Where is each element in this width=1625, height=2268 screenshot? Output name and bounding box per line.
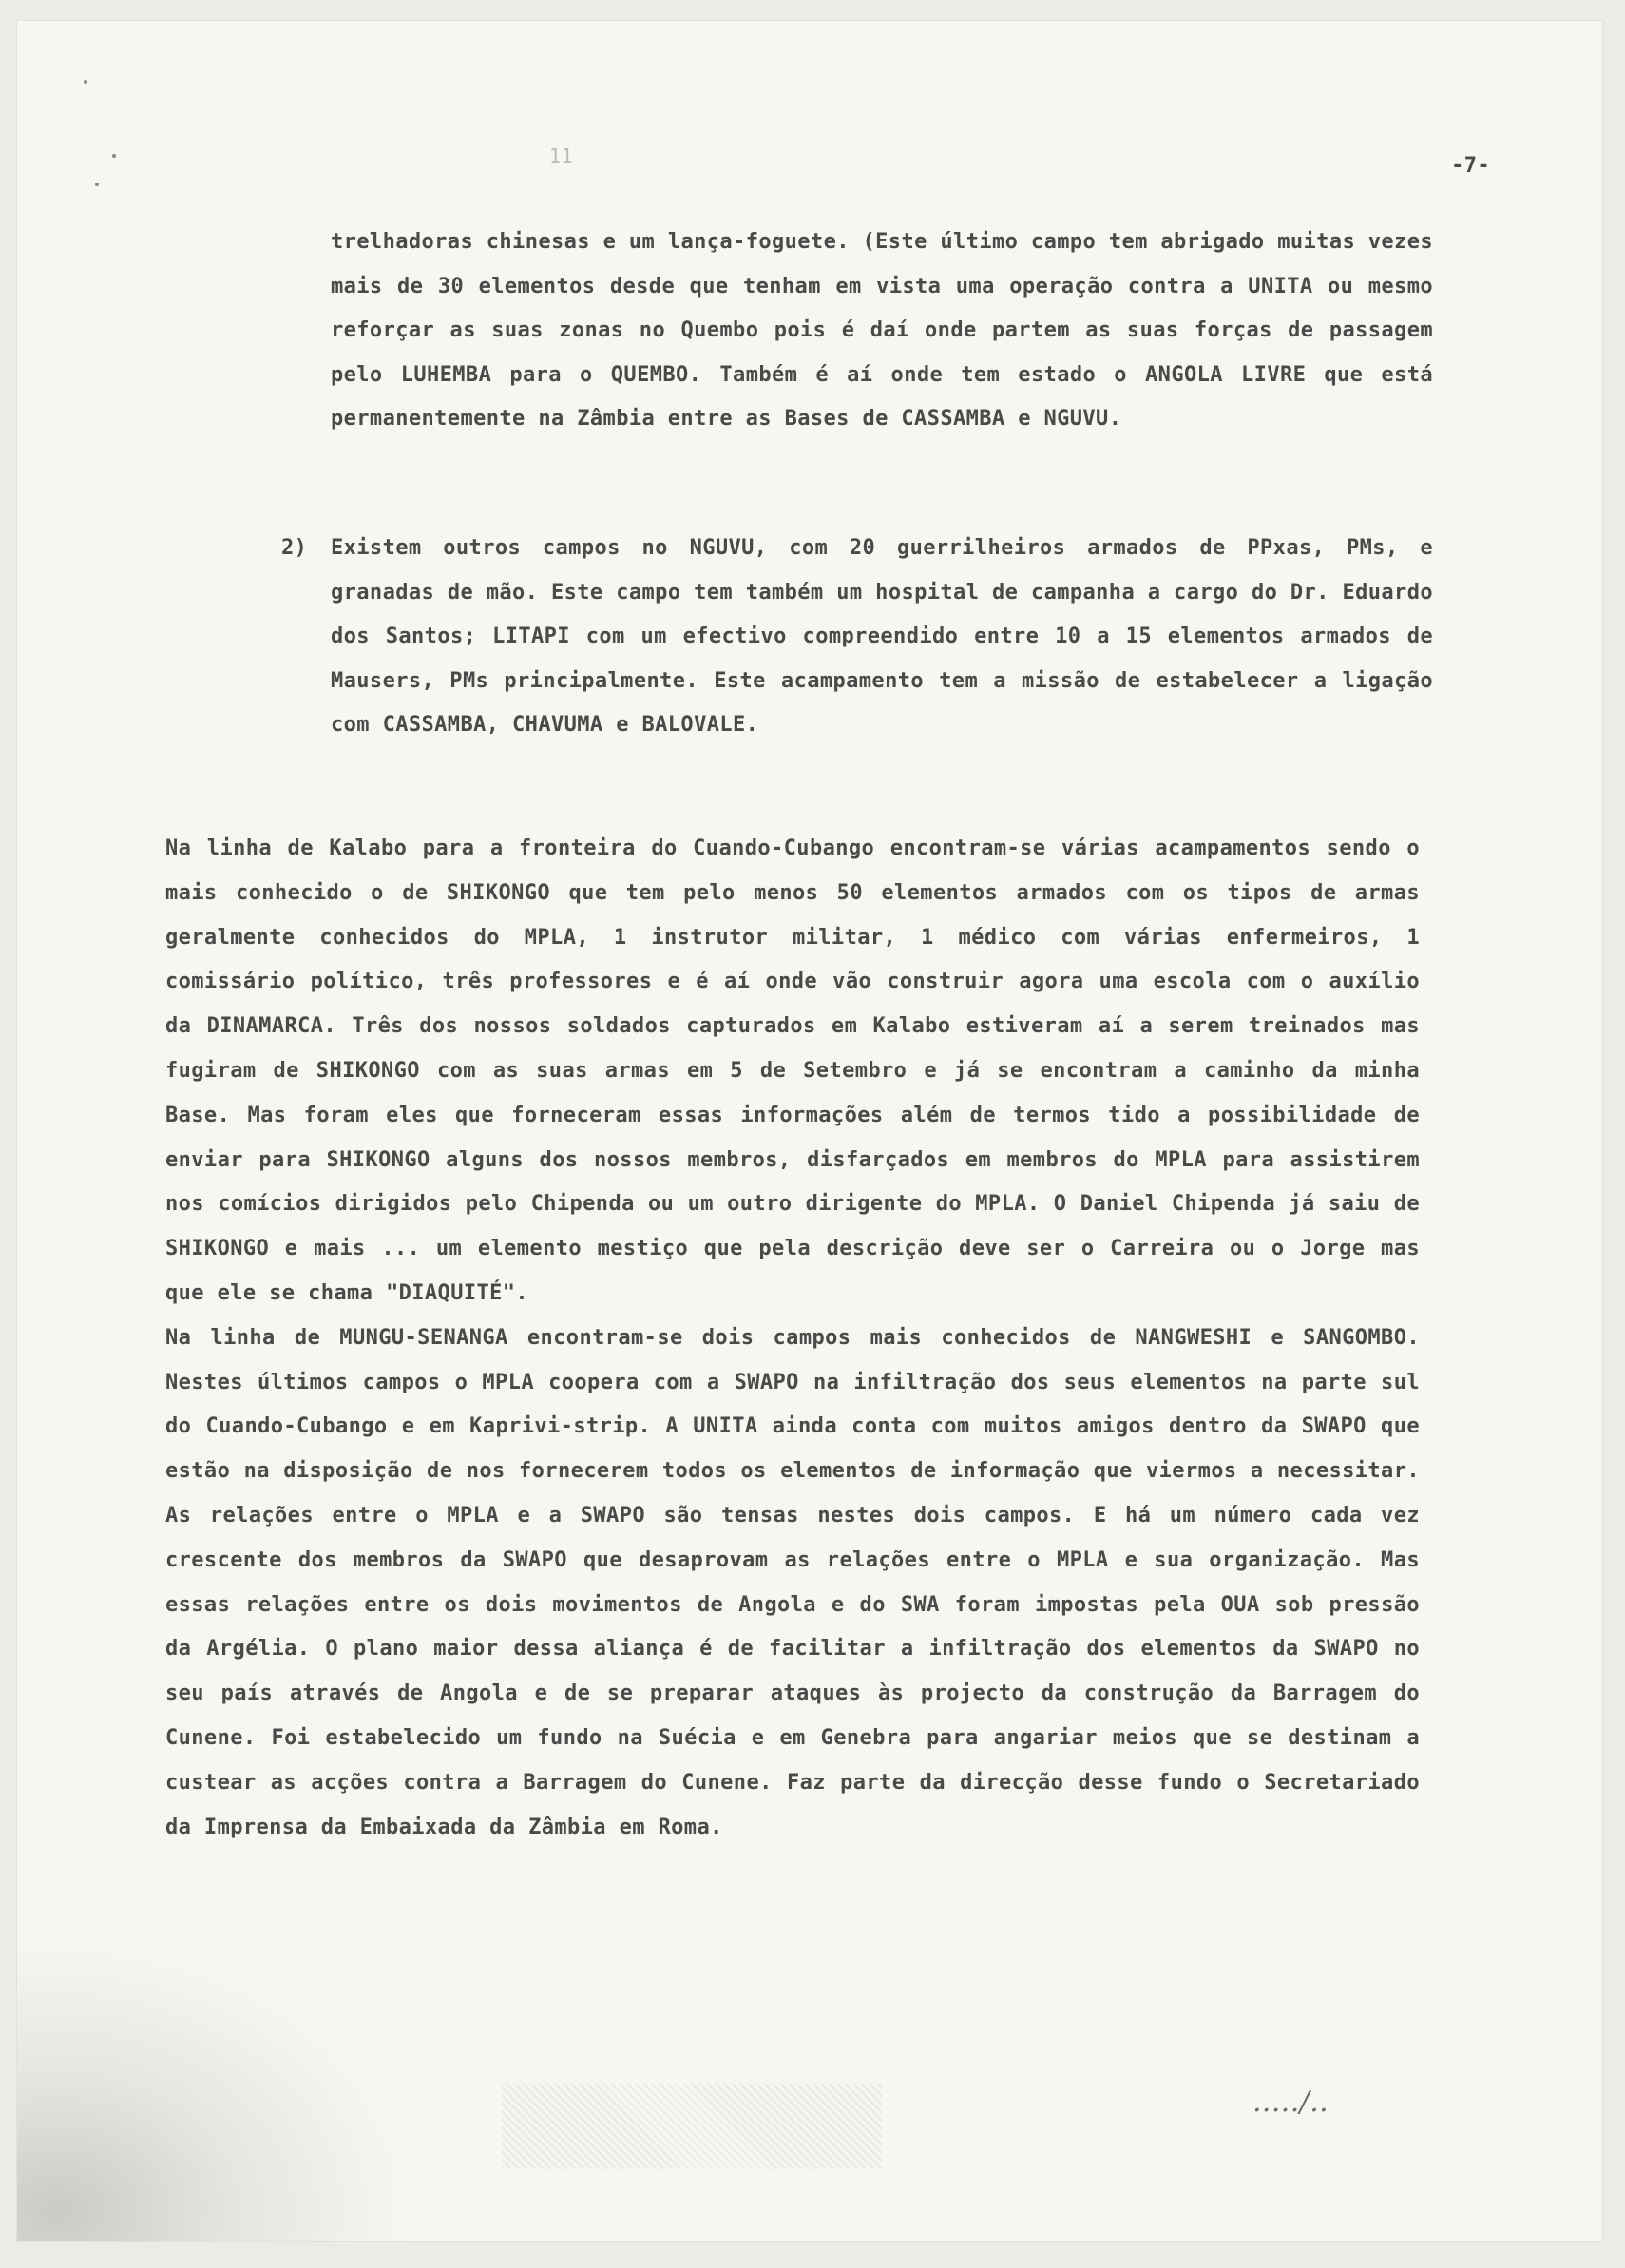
list-item-1-text: trelhadoras chinesas e um lança-foguete. (Este último campo tem abrigado muitas vezes mais de 30 elementos desde que tenham em vista uma operação contra a UNITA ou mesmo reforçar as suas zonas no Quembo pois é daí onde partem as suas forças de passagem pelo LUHEMBA para o QUEMBO. Também é aí onde tem estado o ANGOLA LIVRE que está permanentemente na Zâmbia entre as Bases de CASSAMBA e NGUVU. [331,230,1433,431]
page-number: -7- [1451,154,1490,178]
list-item-2-number: 2) [281,536,308,560]
typewritten-document [17,21,1602,2241]
body-text [165,827,1420,1850]
document-sheet [17,21,1602,2241]
paragraph-kalabo: Na linha de Kalabo para a fronteira do Cuando-Cubango encontram-se várias acampamentos sendo o mais conhecido o de SHIKONGO que tem pelo menos 50 elementos armados com os tipos de armas geralmente conhecidos do MPLA, 1 instrutor militar, 1 médico com várias enfermeiros, 1 comissário político, três professores e é aí onde vão construir agora uma escola com o auxílio da DINAMARCA. Três dos nossos soldados capturados em Kalabo estiveram aí a serem treinados mas fugiram de SHIKONGO com as suas armas em 5 de Setembro e já se encontram a caminho da minha Base. Mas foram eles que forneceram essas informações além de termos tido a possibilidade de enviar para SHIKONGO alguns dos nossos membros, disfarçados em membros do MPLA para assistirem nos comícios dirigidos pelo Chipenda ou um outro dirigente do MPLA. O Daniel Chipenda já saiu de SHIKONGO e mais ... um elemento mestiço que pela descrição deve ser o Carreira ou o Jorge mas que ele se chama "DIAQUITÉ". [165,836,1420,1305]
paragraph-mungu-senanga: Na linha de MUNGU-SENANGA encontram-se dois campos mais conhecidos de NANGWESHI e SANGOMBO. Nestes últimos campos o MPLA coopera com a SWAPO na infiltração dos seus elementos na parte sul do Cuando-Cubango e em Kaprivi-strip. A UNITA ainda conta com muitos amigos dentro da SWAPO que estão na disposição de nos fornecerem todos os elementos de informação que viermos a necessitar. As relações entre o MPLA e a SWAPO são tensas nestes dois campos. E há um número cada vez crescente dos membros da SWAPO que desaprovam as relações entre o MPLA e sua organização. Mas essas relações entre os dois movimentos de Angola e do SWA foram impostas pela OUA sob pressão da Argélia. O plano maior dessa aliança é de facilitar a infiltração dos elementos da SWAPO no seu país através de Angola e de se preparar ataques às projecto da construção da Barragem do Cunene. Foi estabelecido um fundo na Suécia e em Genebra para angariar meios que se destinam a custear as acções contra a Barragem do Cunene. Faz parte da direcção desse fundo o Secretariado da Imprensa da Embaixada da Zâmbia em Roma. [165,1325,1420,1839]
list-item-2 [281,527,1433,748]
list-item-2-text: Existem outros campos no NGUVU, com 20 guerrilheiros armados de PPxas, PMs, e granadas de mão. Este campo tem também um hospital de campanha a cargo do Dr. Eduardo dos Santos; LITAPI com um efectivo compreendido entre 10 a 15 elementos armados de Mausers, PMs principalmente. Este acampamento tem a missão de estabelecer a ligação com CASSAMBA, CHAVUMA e BALOVALE. [331,536,1433,737]
list-item-1-continuation [331,221,1433,442]
faint-header-mark: 11 [549,144,573,167]
continuation-mark: ...../.. [1252,2085,1329,2119]
